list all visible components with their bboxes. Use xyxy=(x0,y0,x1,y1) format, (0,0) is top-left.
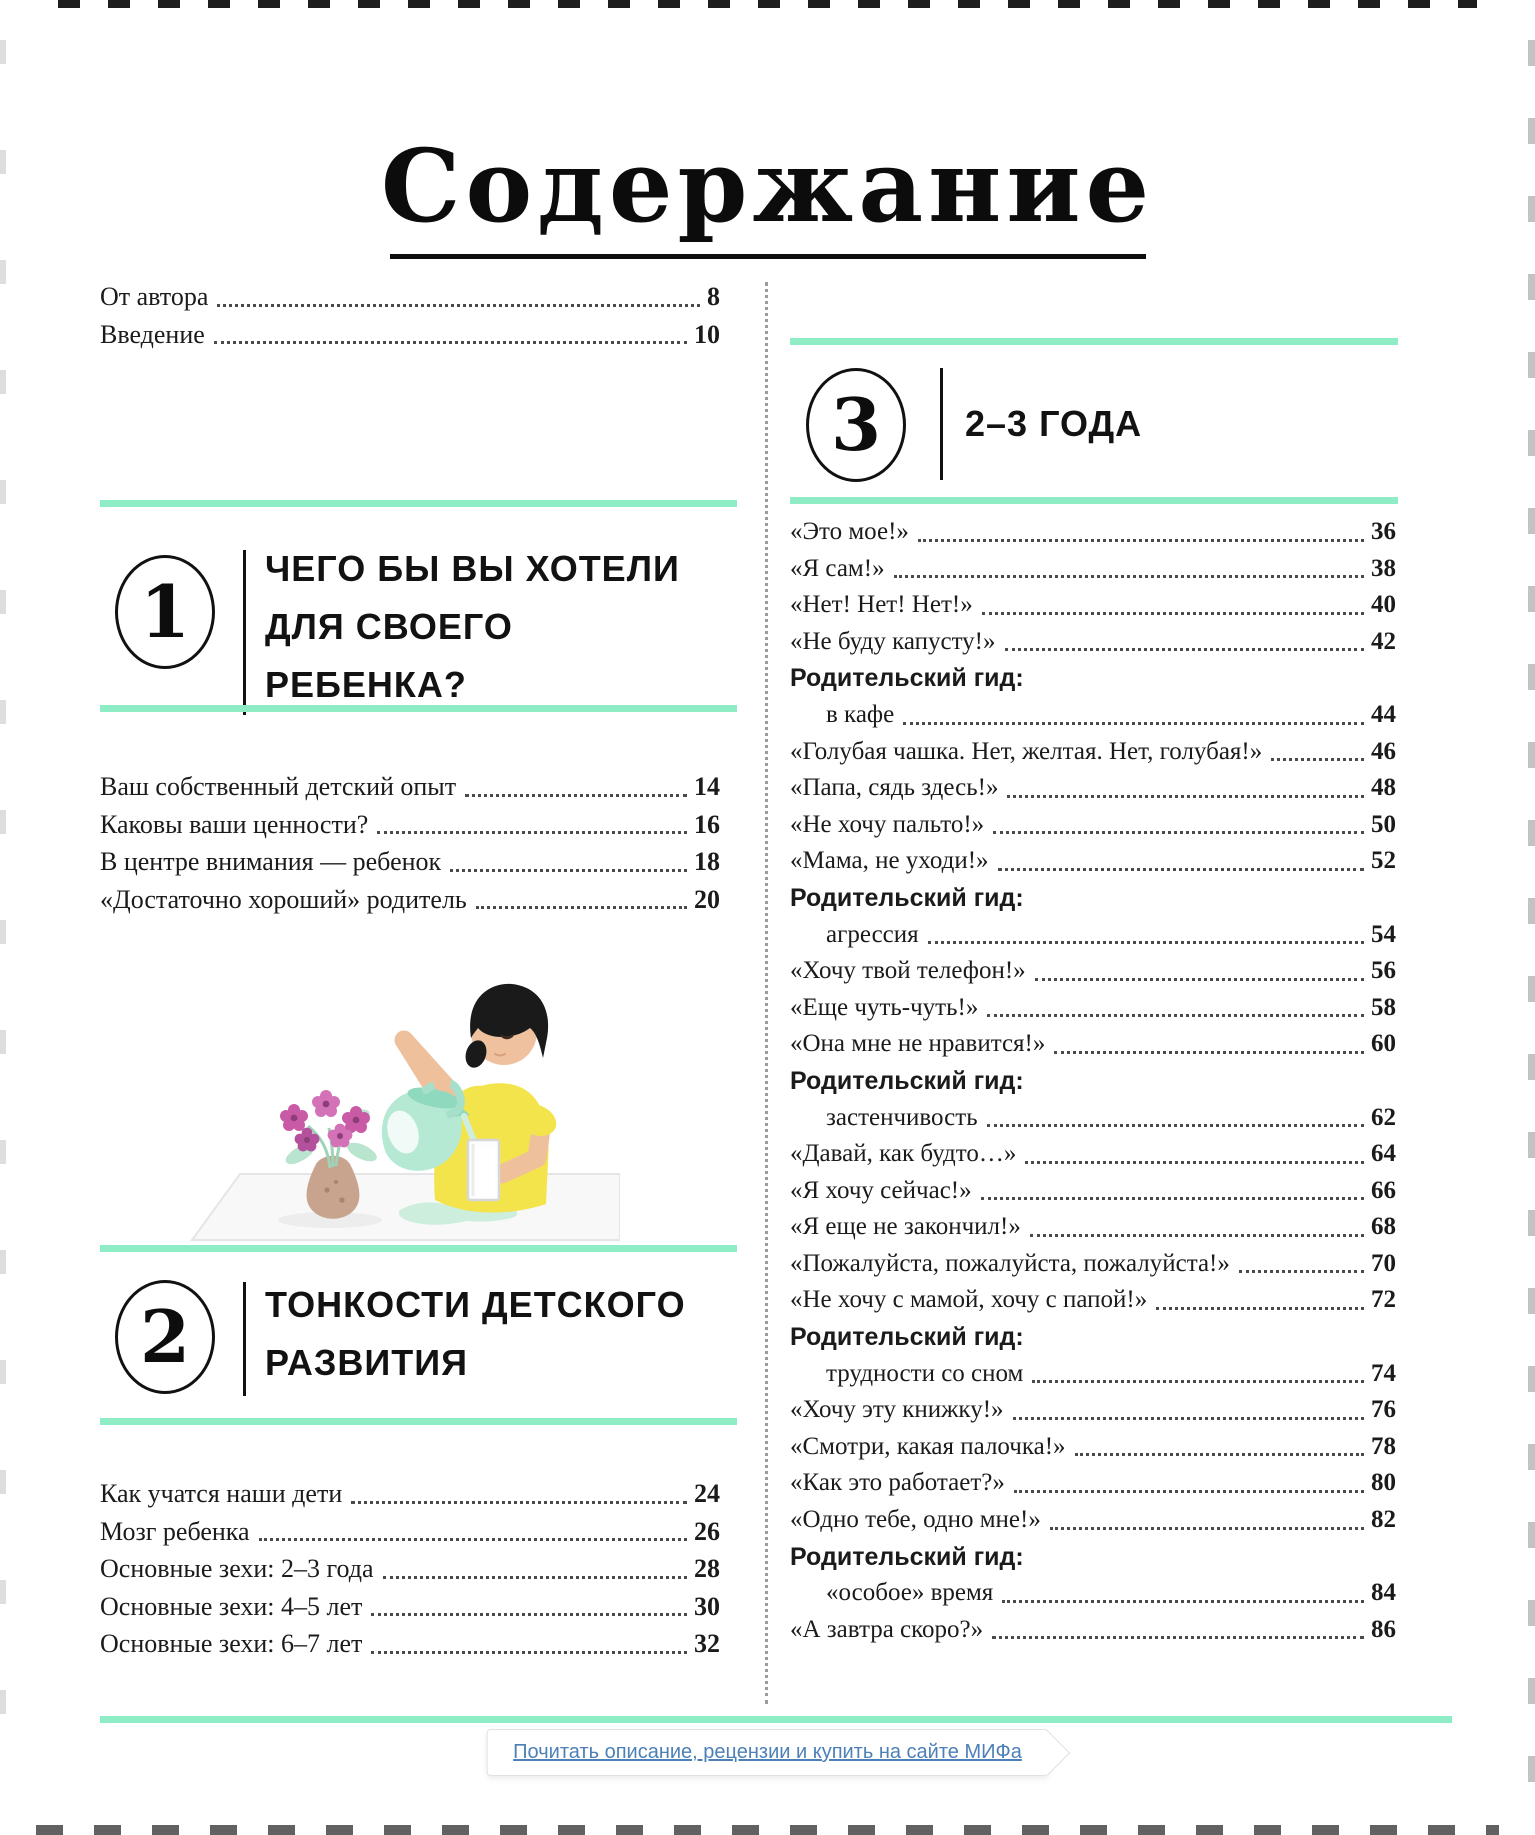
toc-entry-label: Основные зехи: 4–5 лет xyxy=(100,1591,363,1621)
toc-entry-page-number: 86 xyxy=(1371,1615,1396,1643)
dot-leader xyxy=(351,1501,687,1504)
toc-entry-page-number: 82 xyxy=(1371,1506,1396,1534)
toc-entry xyxy=(100,278,720,316)
toc-entry-page-number: 10 xyxy=(694,319,720,349)
toc-entry-label: «Хочу твой телефон!» xyxy=(790,957,1026,985)
toc-entry-label: «Одно тебе, одно мне!» xyxy=(790,1506,1041,1534)
toc-entry-page-number: 46 xyxy=(1371,737,1396,765)
toc-entry xyxy=(790,1356,1396,1393)
section-number-badge xyxy=(115,555,215,669)
toc-entry-label: Родительский гид: xyxy=(790,1066,1024,1095)
table xyxy=(192,1174,620,1240)
dot-leader xyxy=(476,906,687,909)
toc-entry-page-number: 66 xyxy=(1371,1176,1396,1204)
toc-entry xyxy=(790,551,1396,588)
toc-entry-page-number: 50 xyxy=(1371,810,1396,838)
toc-entry xyxy=(790,917,1396,954)
toc-entry-label: «Я хочу сейчас!» xyxy=(790,1176,972,1204)
dot-leader xyxy=(1156,1307,1364,1310)
section-title: ЧЕГО БЫ ВЫ ХОТЕЛИ ДЛЯ СВОЕГО РЕБЕНКА? xyxy=(265,548,680,705)
toc-section-2-list xyxy=(100,1475,720,1663)
section-title: ТОНКОСТИ ДЕТСКОГО РАЗВИТИЯ xyxy=(265,1284,686,1383)
toc-entry xyxy=(100,843,720,881)
page-title: Содержание xyxy=(380,127,1155,245)
toc-entry xyxy=(790,1136,1396,1173)
dot-leader xyxy=(981,1197,1364,1200)
toc-entry-page-number: 64 xyxy=(1371,1140,1396,1168)
toc-entry-label: Родительский гид: xyxy=(790,883,1024,912)
section-divider-rule xyxy=(100,500,737,507)
section-divider-rule xyxy=(790,338,1398,345)
dot-leader xyxy=(918,539,1364,542)
toc-entry-page-number: 16 xyxy=(694,809,720,839)
dot-leader xyxy=(1014,1490,1364,1493)
toc-entry xyxy=(790,990,1396,1027)
toc-entry xyxy=(100,1550,720,1588)
toc-entry-label: «А завтра скоро?» xyxy=(790,1615,984,1643)
toc-entry-label: «Я сам!» xyxy=(790,554,885,582)
toc-entry xyxy=(790,1392,1396,1429)
toc-entry-page-number: 18 xyxy=(694,847,720,876)
footer-rule xyxy=(100,1716,1452,1723)
toc-entry-label: «Не буду капусту!» xyxy=(790,627,996,655)
toc-entry xyxy=(100,768,720,806)
toc-entry-page-number: 44 xyxy=(1371,700,1396,728)
toc-entry xyxy=(790,843,1396,880)
toc-entry-page-number: 52 xyxy=(1371,847,1396,875)
toc-entry-label: «Я еще не закончил!» xyxy=(790,1213,1021,1241)
toc-entry-page-number: 78 xyxy=(1371,1432,1396,1460)
dot-leader xyxy=(1239,1270,1364,1273)
dot-leader xyxy=(1050,1527,1364,1530)
toc-entry-label: «Хочу эту книжку!» xyxy=(790,1396,1004,1424)
page-perforation-top xyxy=(58,0,1477,8)
toc-entry-page-number: 76 xyxy=(1371,1396,1396,1424)
toc-entry-page-number: 20 xyxy=(694,884,720,914)
section-number: 2 xyxy=(139,1294,191,1379)
toc-entry-page-number: 70 xyxy=(1371,1249,1396,1277)
toc-entry xyxy=(790,770,1396,807)
dot-leader xyxy=(1032,1380,1364,1383)
toc-group-header xyxy=(790,880,1396,917)
toc-entry-label: «Это мое!» xyxy=(790,518,909,545)
dot-leader xyxy=(377,831,687,834)
toc-group-header xyxy=(790,1539,1396,1576)
dot-leader xyxy=(259,1538,687,1541)
toc-entry-label: «Не хочу с мамой, хочу с папой!» xyxy=(790,1286,1148,1314)
title-underline xyxy=(390,254,1146,259)
toc-entry-label: «Голубая чашка. Нет, желтая. Нет, голубая!» xyxy=(790,737,1263,765)
section-3-header xyxy=(790,368,1398,482)
dot-leader xyxy=(1007,795,1364,798)
dot-leader xyxy=(1005,648,1365,651)
chevron-right-icon xyxy=(1025,1730,1070,1775)
hand-on-handle xyxy=(433,1073,451,1091)
toc-entry-label: «Давай, как будто…» xyxy=(790,1140,1017,1168)
section-divider-rule xyxy=(790,497,1398,504)
page-perforation-right xyxy=(1528,40,1535,1795)
toc-entry-label: «Она мне не нравится!» xyxy=(790,1030,1046,1058)
section-1-header xyxy=(100,540,735,720)
dot-leader xyxy=(1075,1453,1364,1456)
illustration-child-pouring xyxy=(190,970,620,1245)
toc-entry xyxy=(100,1475,720,1513)
toc-entry-page-number: 74 xyxy=(1371,1359,1396,1387)
dot-leader xyxy=(992,1636,1364,1639)
toc-entry-page-number: 68 xyxy=(1371,1213,1396,1241)
toc-entry-label: «Пожалуйста, пожалуйста, пожалуйста!» xyxy=(790,1249,1230,1277)
flowers xyxy=(280,1090,370,1151)
toc-entry-label: Каковы ваши ценности? xyxy=(100,809,369,839)
toc-entry-page-number: 60 xyxy=(1371,1030,1396,1058)
toc-entry-page-number: 40 xyxy=(1371,591,1396,619)
toc-entry-page-number: 36 xyxy=(1371,518,1396,545)
toc-entry-label: застенчивость xyxy=(826,1103,978,1131)
dot-leader xyxy=(450,869,687,872)
toc-entry xyxy=(790,734,1396,771)
toc-entry-label: «Нет! Нет! Нет!» xyxy=(790,591,973,619)
dot-leader xyxy=(1035,978,1364,981)
toc-entry-label: Введение xyxy=(100,319,205,349)
section-number: 1 xyxy=(139,569,191,654)
dot-leader xyxy=(987,1014,1364,1017)
toc-entry-label: «Мама, не уходи!» xyxy=(790,847,989,875)
toc-entry-label: Родительский гид: xyxy=(790,664,1024,693)
dot-leader xyxy=(1025,1161,1364,1164)
toc-entry-page-number: 56 xyxy=(1371,957,1396,985)
buy-link-button[interactable] xyxy=(486,1729,1049,1776)
toc-entry xyxy=(100,316,720,354)
section-2-header xyxy=(100,1276,735,1401)
toc-entry xyxy=(100,806,720,844)
toc-entry-page-number: 84 xyxy=(1371,1579,1396,1607)
toc-entry-page-number: 80 xyxy=(1371,1469,1396,1497)
toc-entry-label: «Достаточно хороший» родитель xyxy=(100,884,467,914)
toc-entry-page-number: 26 xyxy=(694,1516,720,1546)
dot-leader xyxy=(217,304,700,307)
toc-section-1-list xyxy=(100,768,720,918)
toc-entry xyxy=(790,624,1396,661)
toc-entry-label: «Папа, сядь здесь!» xyxy=(790,774,999,802)
toc-entry-page-number: 54 xyxy=(1371,920,1396,948)
dot-leader xyxy=(371,1613,687,1616)
toc-group-header xyxy=(790,1319,1396,1356)
dot-leader xyxy=(214,341,687,344)
section-divider-rule xyxy=(100,1245,737,1252)
dot-leader xyxy=(982,612,1364,615)
header-bar xyxy=(243,1282,246,1396)
dot-leader xyxy=(894,575,1364,578)
toc-entry xyxy=(790,1100,1396,1137)
toc-entry-label: Мозг ребенка xyxy=(100,1516,250,1546)
column-divider-dotted xyxy=(765,282,768,1704)
dot-leader xyxy=(1030,1234,1364,1237)
section-divider-rule xyxy=(100,705,737,712)
toc-entry-label: В центре внимания — ребенок xyxy=(100,847,442,876)
section-divider-rule xyxy=(100,1418,737,1425)
toc-group-header xyxy=(790,1063,1396,1100)
toc-entry-page-number: 14 xyxy=(694,772,720,801)
toc-entry xyxy=(790,1465,1396,1502)
toc-entry-page-number: 8 xyxy=(707,282,720,311)
toc-entry xyxy=(790,1429,1396,1466)
toc-entry xyxy=(790,1612,1396,1649)
toc-entry-page-number: 38 xyxy=(1371,554,1396,582)
dot-leader xyxy=(993,831,1364,834)
page-perforation-bottom xyxy=(36,1825,1499,1835)
toc-entry xyxy=(790,1246,1396,1283)
toc-entry-label: Основные зехи: 6–7 лет xyxy=(100,1629,363,1658)
toc-entry-label: трудности со сном xyxy=(826,1359,1024,1387)
toc-entry-label: «Как это работает?» xyxy=(790,1469,1005,1497)
toc-entry-label: Родительский гид: xyxy=(790,1323,1024,1352)
toc-entry xyxy=(100,1625,720,1663)
dot-leader xyxy=(928,941,1364,944)
toc-entry xyxy=(790,1282,1396,1319)
dot-leader xyxy=(371,1651,687,1654)
toc-intro-list xyxy=(100,278,720,353)
toc-entry-page-number: 28 xyxy=(694,1554,720,1583)
toc-entry xyxy=(790,953,1396,990)
section-title: 2–3 ГОДА xyxy=(965,403,1143,444)
toc-entry-label: Ваш собственный детский опыт xyxy=(100,772,457,801)
toc-entry xyxy=(790,514,1396,551)
toc-entry xyxy=(100,1513,720,1551)
dot-leader xyxy=(1002,1600,1364,1603)
page-perforation-left xyxy=(0,40,6,1795)
toc-entry xyxy=(790,1026,1396,1063)
section-number: 3 xyxy=(830,382,882,467)
dot-leader xyxy=(1271,758,1364,761)
section-number-badge xyxy=(115,1280,215,1394)
dot-leader xyxy=(998,868,1364,871)
toc-group-header xyxy=(790,660,1396,697)
toc-entry-page-number: 30 xyxy=(694,1591,720,1621)
toc-entry xyxy=(100,1588,720,1626)
toc-entry-page-number: 48 xyxy=(1371,774,1396,802)
toc-entry xyxy=(790,1502,1396,1539)
glass-of-milk xyxy=(468,1140,499,1200)
toc-entry-page-number: 42 xyxy=(1371,627,1396,655)
toc-entry xyxy=(790,1575,1396,1612)
toc-entry-label: Основные зехи: 2–3 года xyxy=(100,1554,374,1583)
dot-leader xyxy=(1054,1051,1364,1054)
dot-leader xyxy=(987,1124,1364,1127)
toc-entry-label: Родительский гид: xyxy=(790,1542,1024,1571)
dot-leader xyxy=(383,1576,687,1579)
toc-entry-label: «Смотри, какая палочка!» xyxy=(790,1432,1066,1460)
buy-link[interactable]: Почитать описание, рецензии и купить на сайте МИФа xyxy=(513,1741,1022,1763)
toc-entry xyxy=(790,1209,1396,1246)
toc-entry-label: «Не хочу пальто!» xyxy=(790,810,985,838)
toc-entry xyxy=(100,881,720,919)
dot-leader xyxy=(465,794,687,797)
toc-entry xyxy=(790,1173,1396,1210)
toc-entry xyxy=(790,807,1396,844)
toc-entry-page-number: 32 xyxy=(694,1629,720,1658)
toc-entry xyxy=(790,697,1396,734)
toc-section-3-list xyxy=(790,514,1396,1648)
toc-entry-label: в кафе xyxy=(826,700,895,728)
section-number-badge xyxy=(806,368,906,482)
toc-entry-label: От автора xyxy=(100,282,209,311)
toc-entry-label: Как учатся наши дети xyxy=(100,1479,343,1508)
toc-entry-label: «особое» время xyxy=(826,1579,994,1607)
toc-entry-page-number: 72 xyxy=(1371,1286,1396,1314)
toc-entry xyxy=(790,587,1396,624)
dot-leader xyxy=(903,722,1364,725)
toc-entry-page-number: 58 xyxy=(1371,993,1396,1021)
header-bar xyxy=(243,550,246,715)
toc-entry-page-number: 24 xyxy=(694,1479,720,1508)
dot-leader xyxy=(1013,1417,1364,1420)
toc-entry-page-number: 62 xyxy=(1371,1103,1396,1131)
header-bar xyxy=(940,368,943,480)
toc-entry-label: агрессия xyxy=(826,920,919,948)
toc-entry-label: «Еще чуть-чуть!» xyxy=(790,993,979,1021)
